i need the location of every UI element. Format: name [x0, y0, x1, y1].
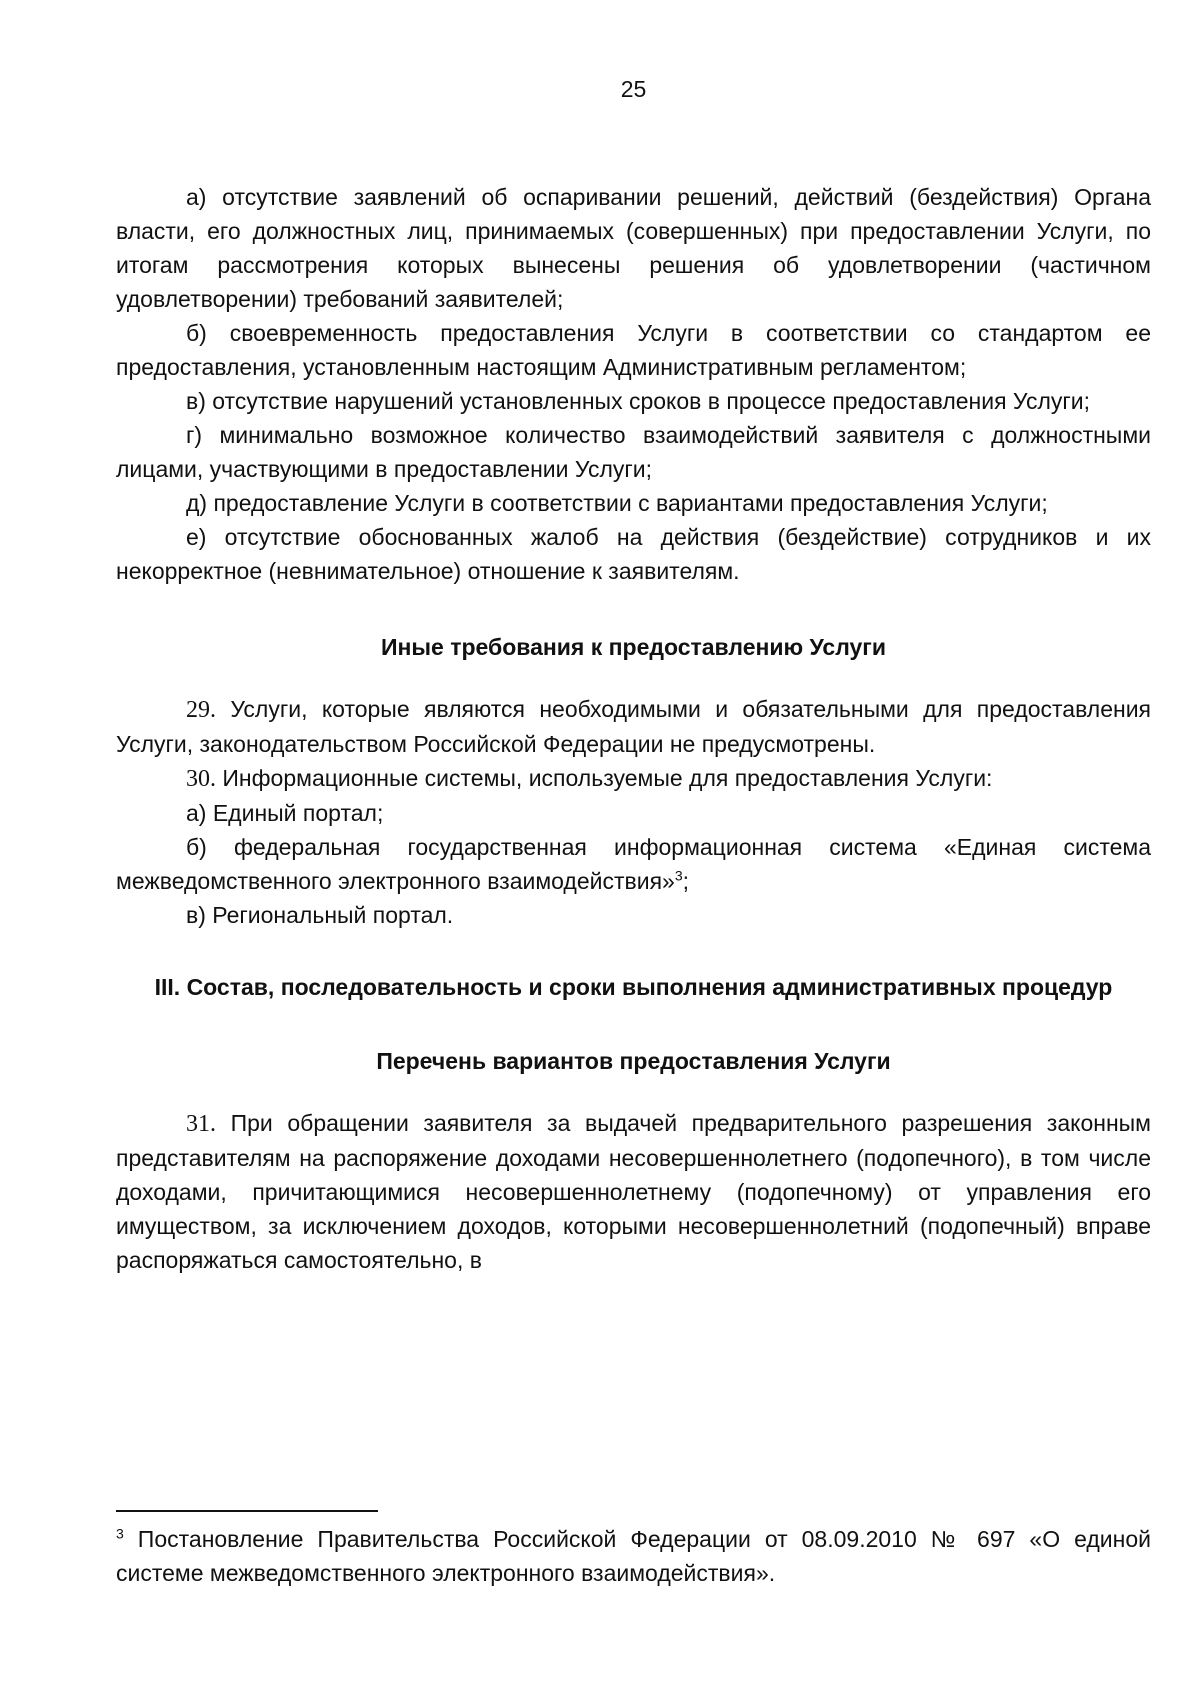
item-29-number: 29.: [186, 697, 216, 723]
item-30-b: [116, 830, 1151, 898]
item-29: [116, 692, 1151, 761]
item-31-text: При обращении заявителя за выдачей предварительного разрешения законным представителям на распоряжение доходами несовершеннолетнего (подопечного), в том числе доходами, причитающимися несовершеннолетнему (подопечному) от управления его имуществом, за исключением доходов, которыми несовершеннолетний (подопечный) вправе распоряжаться самостоятельно, в: [116, 1110, 1151, 1273]
document-body: [116, 180, 1151, 1277]
footnote-text: Постановление Правительства Российской Федерации от 08.09.2010 № 697 «О единой системе межведомственного электронного взаимодействия».: [116, 1526, 1151, 1586]
item-29-text: Услуги, которые являются необходимыми и обязательными для предоставления Услуги, законодательством Российской Федерации не предусмотрены.: [116, 696, 1151, 757]
paragraph-a: а) отсутствие заявлений об оспаривании решений, действий (бездействия) Органа власти, его должностных лиц, принимаемых (совершенных) при предоставлении Услуги, по итогам рассмотрения которых вынесены решения об удовлетворении (частичном удовлетворении) требований заявителей;: [116, 184, 1151, 312]
footnote-ref[interactable]: 3: [674, 867, 683, 884]
heading-other-requirements: Иные требования к предоставлению Услуги: [380, 634, 887, 660]
item-30: [116, 761, 1151, 796]
paragraph-v: в) отсутствие нарушений установленных сроков в процессе предоставления Услуги;: [186, 388, 1091, 414]
paragraph-g: г) минимально возможное количество взаимодействий заявителя с должностными лицами, участвующими в предоставлении Услуги;: [116, 422, 1151, 482]
heading-section-3: III. Состав, последовательность и сроки выполнения административных процедур: [154, 974, 1113, 1000]
item-31-number: 31.: [186, 1111, 216, 1137]
item-30-a: а) Единый портал;: [186, 800, 384, 826]
paragraph-d: д) предоставление Услуги в соответствии с вариантами предоставления Услуги;: [186, 490, 1048, 516]
footnote-divider: [116, 1510, 378, 1512]
item-30-text: Информационные системы, используемые для предоставления Услуги:: [216, 765, 993, 791]
item-30-b-text: б) федеральная государственная информационная система «Единая система межведомственного электронного взаимодействия»: [116, 834, 1151, 894]
page-number: 25: [620, 76, 647, 102]
paragraph-e: е) отсутствие обоснованных жалоб на действия (бездействие) сотрудников и их некорректное (невнимательное) отношение к заявителям.: [116, 524, 1151, 584]
paragraph-b: б) своевременность предоставления Услуги в соответствии со стандартом ее предоставления, установленным настоящим Административным регламентом;: [116, 320, 1151, 380]
item-30-b-end: ;: [682, 868, 690, 894]
item-30-v: в) Региональный портал.: [186, 902, 454, 928]
item-30-number: 30.: [186, 766, 216, 792]
heading-variants: Перечень вариантов предоставления Услуги: [376, 1048, 891, 1074]
footnote-mark: 3: [116, 1525, 124, 1542]
item-31: [116, 1106, 1151, 1277]
footnote: [116, 1522, 1151, 1590]
